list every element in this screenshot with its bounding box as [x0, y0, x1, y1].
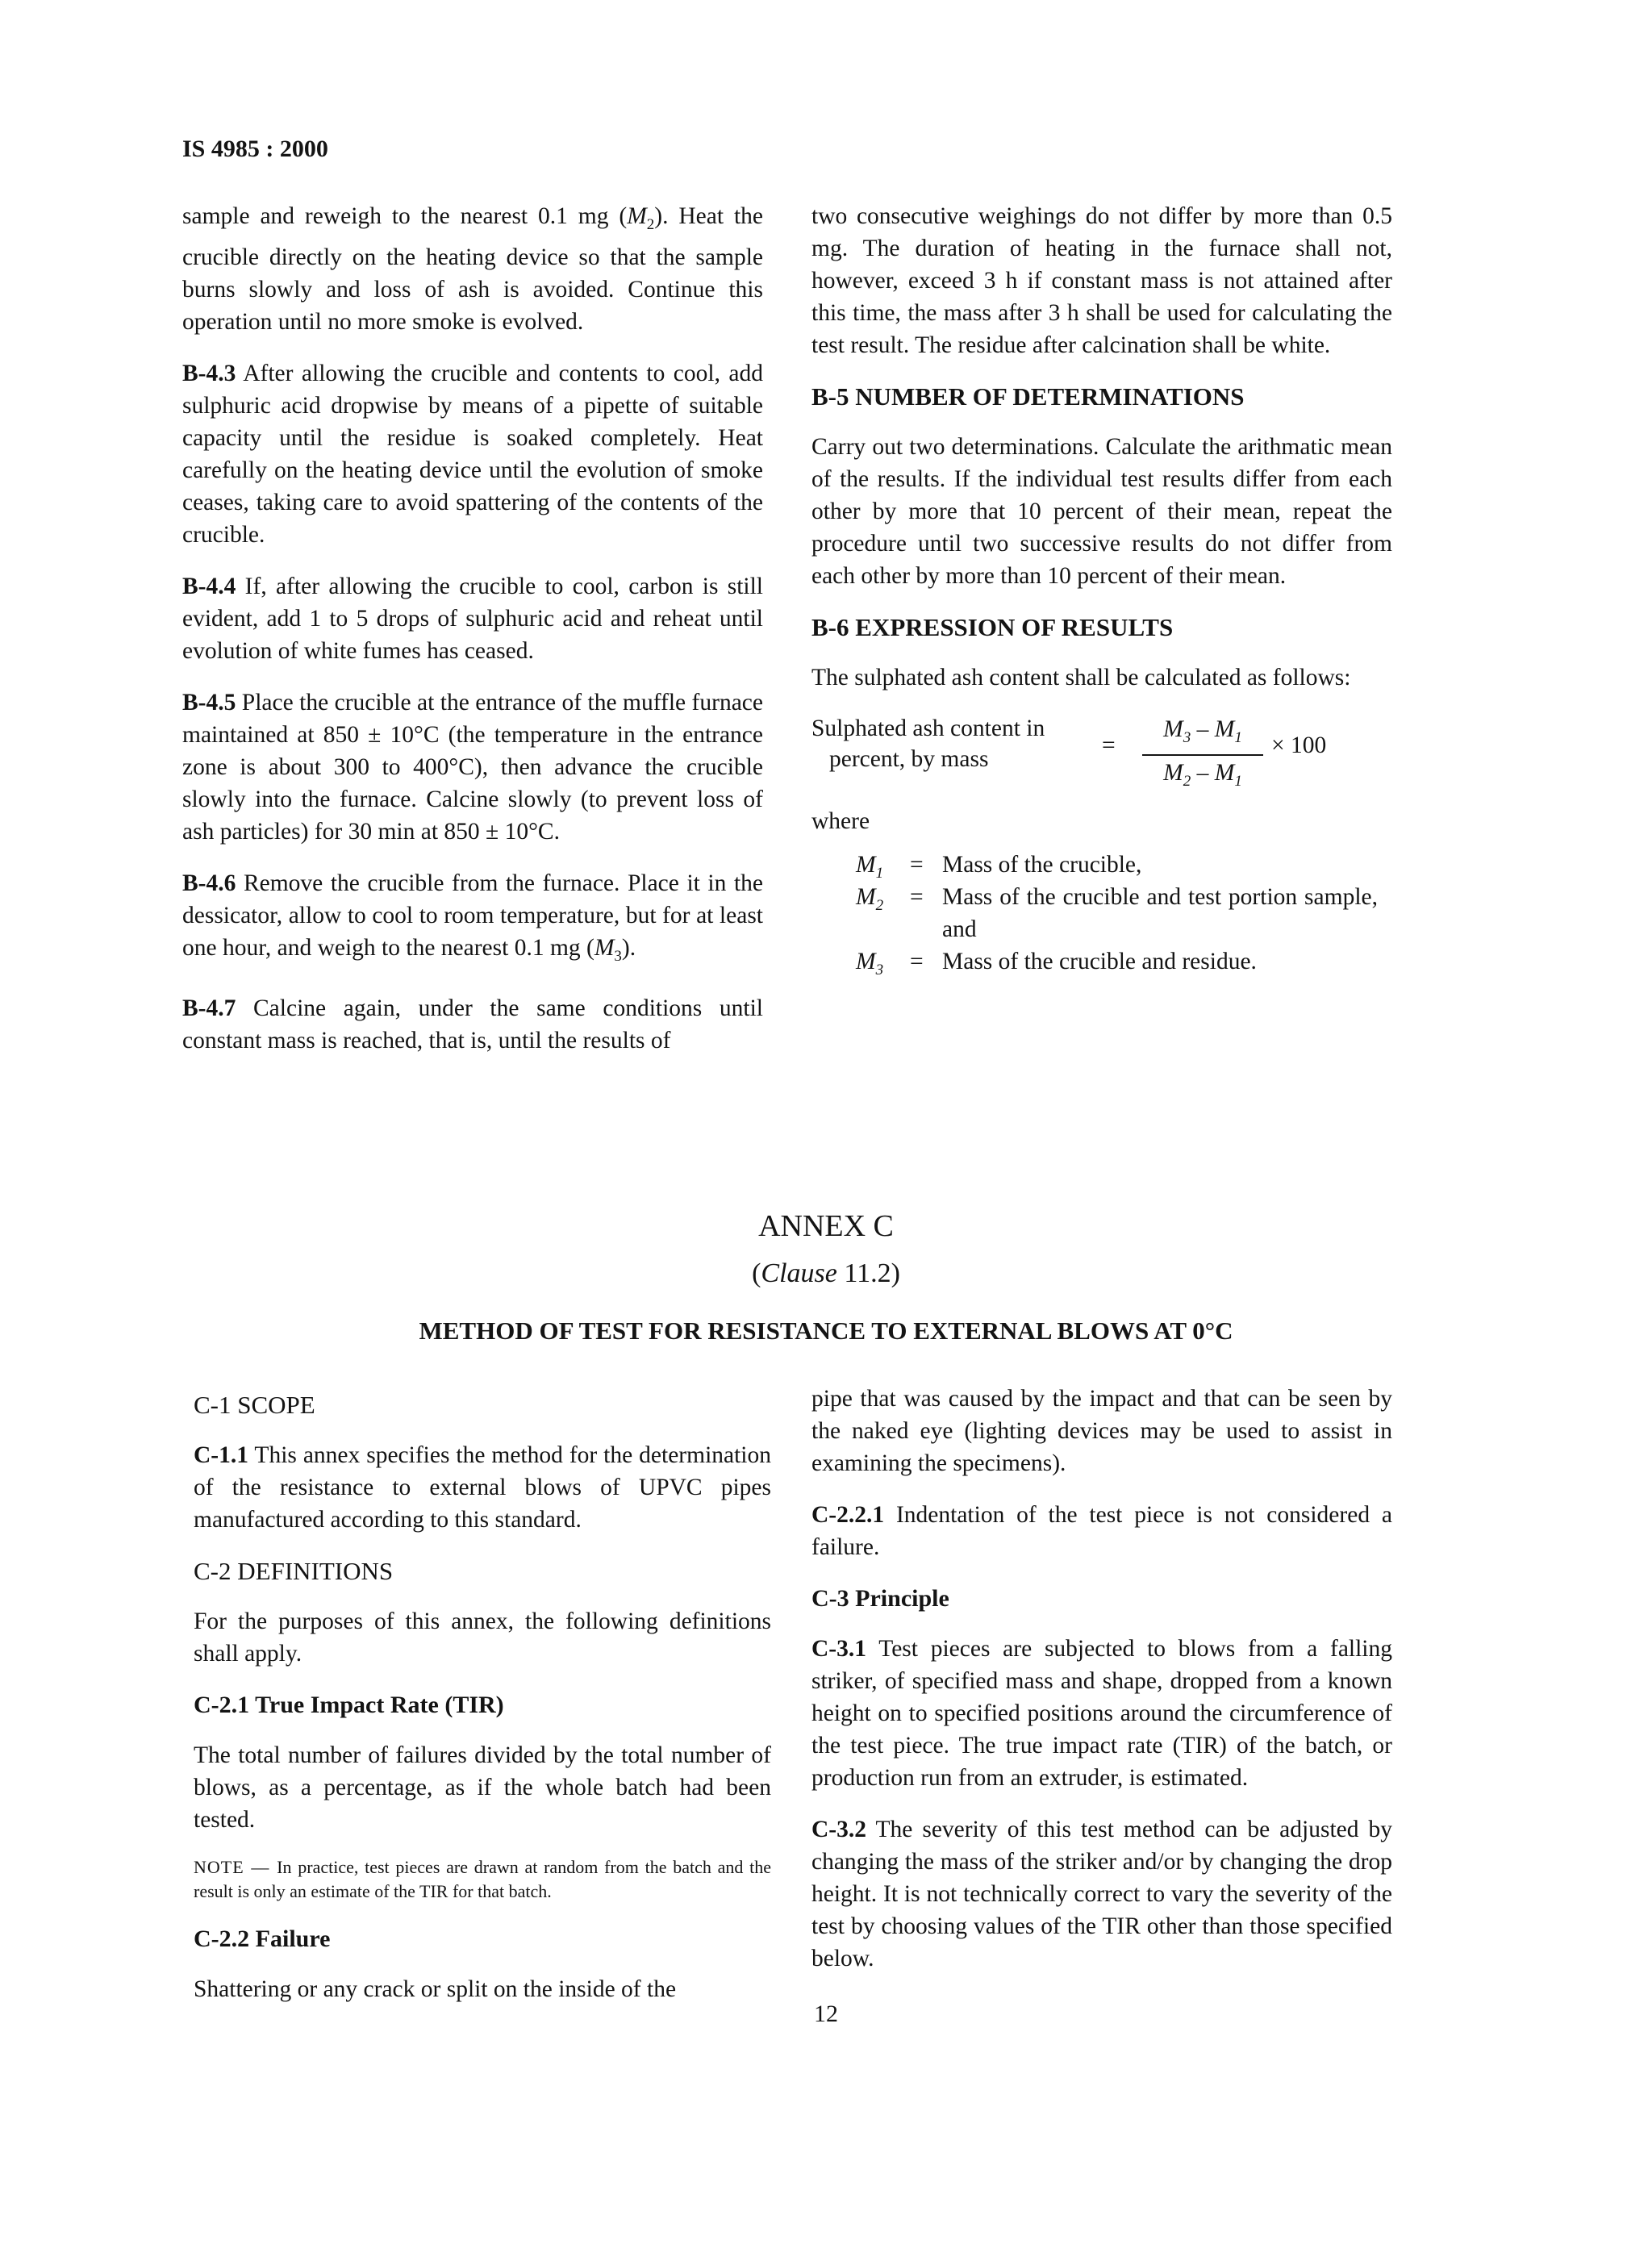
clause-b44: B-4.4 If, after allowing the crucible to cool, carbon is still evident, add 1 to 5 drops of sulphuric acid and reheat until evolution of white fumes has ceased. — [182, 573, 763, 664]
clause-b46: B-4.6 Remove the crucible from the furnace. Place it in the dessicator, allow to cool to room temperature, but for at least one hour, and weigh to the nearest 0.1 mg $(M_3)$. — [182, 870, 763, 965]
where-row-m2: $M_2$ = Mass of the crucible and test portion sample, and — [856, 884, 1378, 942]
where-label: where — [811, 808, 870, 834]
note-c21: NOTE — In practice, test pieces are drawn at random from the batch and the result is only an estimate of the TIR for that batch. — [194, 1857, 772, 1901]
top-left-column — [182, 200, 763, 1076]
annex-clause-reference: (Clause 11.2) — [752, 1258, 900, 1288]
clause-b45: B-4.5 Place the crucible at the entrance of the muffle furnace maintained at 850 ± 10°C (the temperature in the entrance zone is about 300 to 400°C), then advance the crucible slowly into the furnace. Calcine slowly (to prevent loss of ash particles) for 30 min at 850 ± 10°C. — [182, 689, 763, 845]
where-row-m3: $M_3$ = Mass of the crucible and residue. — [856, 949, 1257, 978]
heading-c22: C-2.2 Failure — [194, 1925, 331, 1952]
bottom-right-column — [811, 1383, 1392, 1994]
heading-c21: C-2.1 True Impact Rate (TIR) — [194, 1692, 504, 1718]
formula-numerator: $M_3 - M_1$ — [1142, 713, 1263, 756]
annex-title: ANNEX C — [758, 1209, 894, 1243]
formula-denominator: $M_2 - M_1$ — [1163, 759, 1242, 790]
paragraph-b47-continued: two consecutive weighings do not differ by more than 0.5 mg. The duration of heating in the furnace shall not, however, exceed 3 h if constant mass is not attained after this time, the mass after 3 h shall be used for calculating the test result. The residue after calcination shall be white. — [811, 203, 1392, 358]
standard-number: IS 4985 : 2000 — [182, 136, 328, 162]
clause-c32: C-3.2 The severity of this test method can be adjusted by changing the mass of the striker and/or by changing the drop height. It is not technically correct to vary the severity of the test by choosing values of the TIR other than those specified below. — [811, 1817, 1392, 1971]
heading-c2: C-2 DEFINITIONS — [194, 1557, 394, 1585]
clause-c11: C-1.1 This annex specifies the method for the determination of the resistance to external blows of UPVC pipes manufactured according to this standard. — [194, 1442, 771, 1533]
paragraph-c2: For the purposes of this annex, the following definitions shall apply. — [194, 1608, 771, 1667]
heading-c3: C-3 Principle — [811, 1585, 949, 1612]
heading-b6: B-6 EXPRESSION OF RESULTS — [811, 613, 1174, 641]
annex-heading: METHOD OF TEST FOR RESISTANCE TO EXTERNAL BLOWS AT 0°C — [419, 1316, 1233, 1345]
paragraph-b5: Carry out two determinations. Calculate the arithmatic mean of the results. If the individual test results differ from each other by more that 10 percent of their mean, repeat the procedure until two successive results do not differ from each other by more than 10 percent of their mean. — [811, 434, 1392, 589]
formula-multiplier: × 100 — [1271, 732, 1327, 758]
heading-b5: B-5 NUMBER OF DETERMINATIONS — [811, 382, 1245, 411]
clause-b47: B-4.7 Calcine again, under the same conditions until constant mass is reached, that is, until the results of — [182, 995, 763, 1053]
paragraph-b42-continued: sample and reweigh to the nearest 0.1 mg $(M_2)$. Heat the crucible directly on the heating device so that the sample burns slowly and loss of ash is avoided. Continue this operation until no more smoke is evolved. — [182, 203, 763, 335]
formula-fraction — [1142, 713, 1263, 799]
paragraph-c21: The total number of failures divided by the total number of blows, as a percentage, as if the whole batch had been tested. — [194, 1742, 771, 1833]
clause-c31: C-3.1 Test pieces are subjected to blows from a falling striker, of specified mass and shape, dropped from a known height on to specified positions around the circumference of the test piece. The true impact rate (TIR) of the batch, or production run from an extruder, is estimated. — [811, 1636, 1392, 1791]
paragraph-c22-continued: pipe that was caused by the impact and that can be seen by the naked eye (lighting devices may be used to assist in examining the specimens). — [811, 1386, 1392, 1476]
paragraph-b6: The sulphated ash content shall be calculated as follows: — [811, 665, 1351, 691]
clause-b43: B-4.3 After allowing the crucible and contents to cool, add sulphuric acid dropwise by means of a pipette of suitable capacity until the residue is soaked completely. Heat carefully on the heating device until the evolution of smoke ceases, taking care to avoid spattering of the contents of the crucible. — [182, 360, 763, 548]
clause-c221: C-2.2.1 Indentation of the test piece is not considered a failure. — [811, 1502, 1392, 1560]
heading-c1: C-1 SCOPE — [194, 1391, 315, 1419]
page-number: 12 — [814, 2001, 838, 2027]
sulphated-ash-formula — [811, 713, 1392, 791]
formula-equals: = — [1102, 732, 1116, 758]
top-right-column — [811, 200, 1392, 978]
where-row-m1: $M_1$ = Mass of the crucible, — [856, 852, 1142, 882]
formula-lhs: Sulphated ash content in percent, by mass — [811, 716, 1045, 772]
paragraph-c22: Shattering or any crack or split on the inside of the — [194, 1976, 677, 2002]
bottom-left-column — [194, 1383, 771, 2025]
